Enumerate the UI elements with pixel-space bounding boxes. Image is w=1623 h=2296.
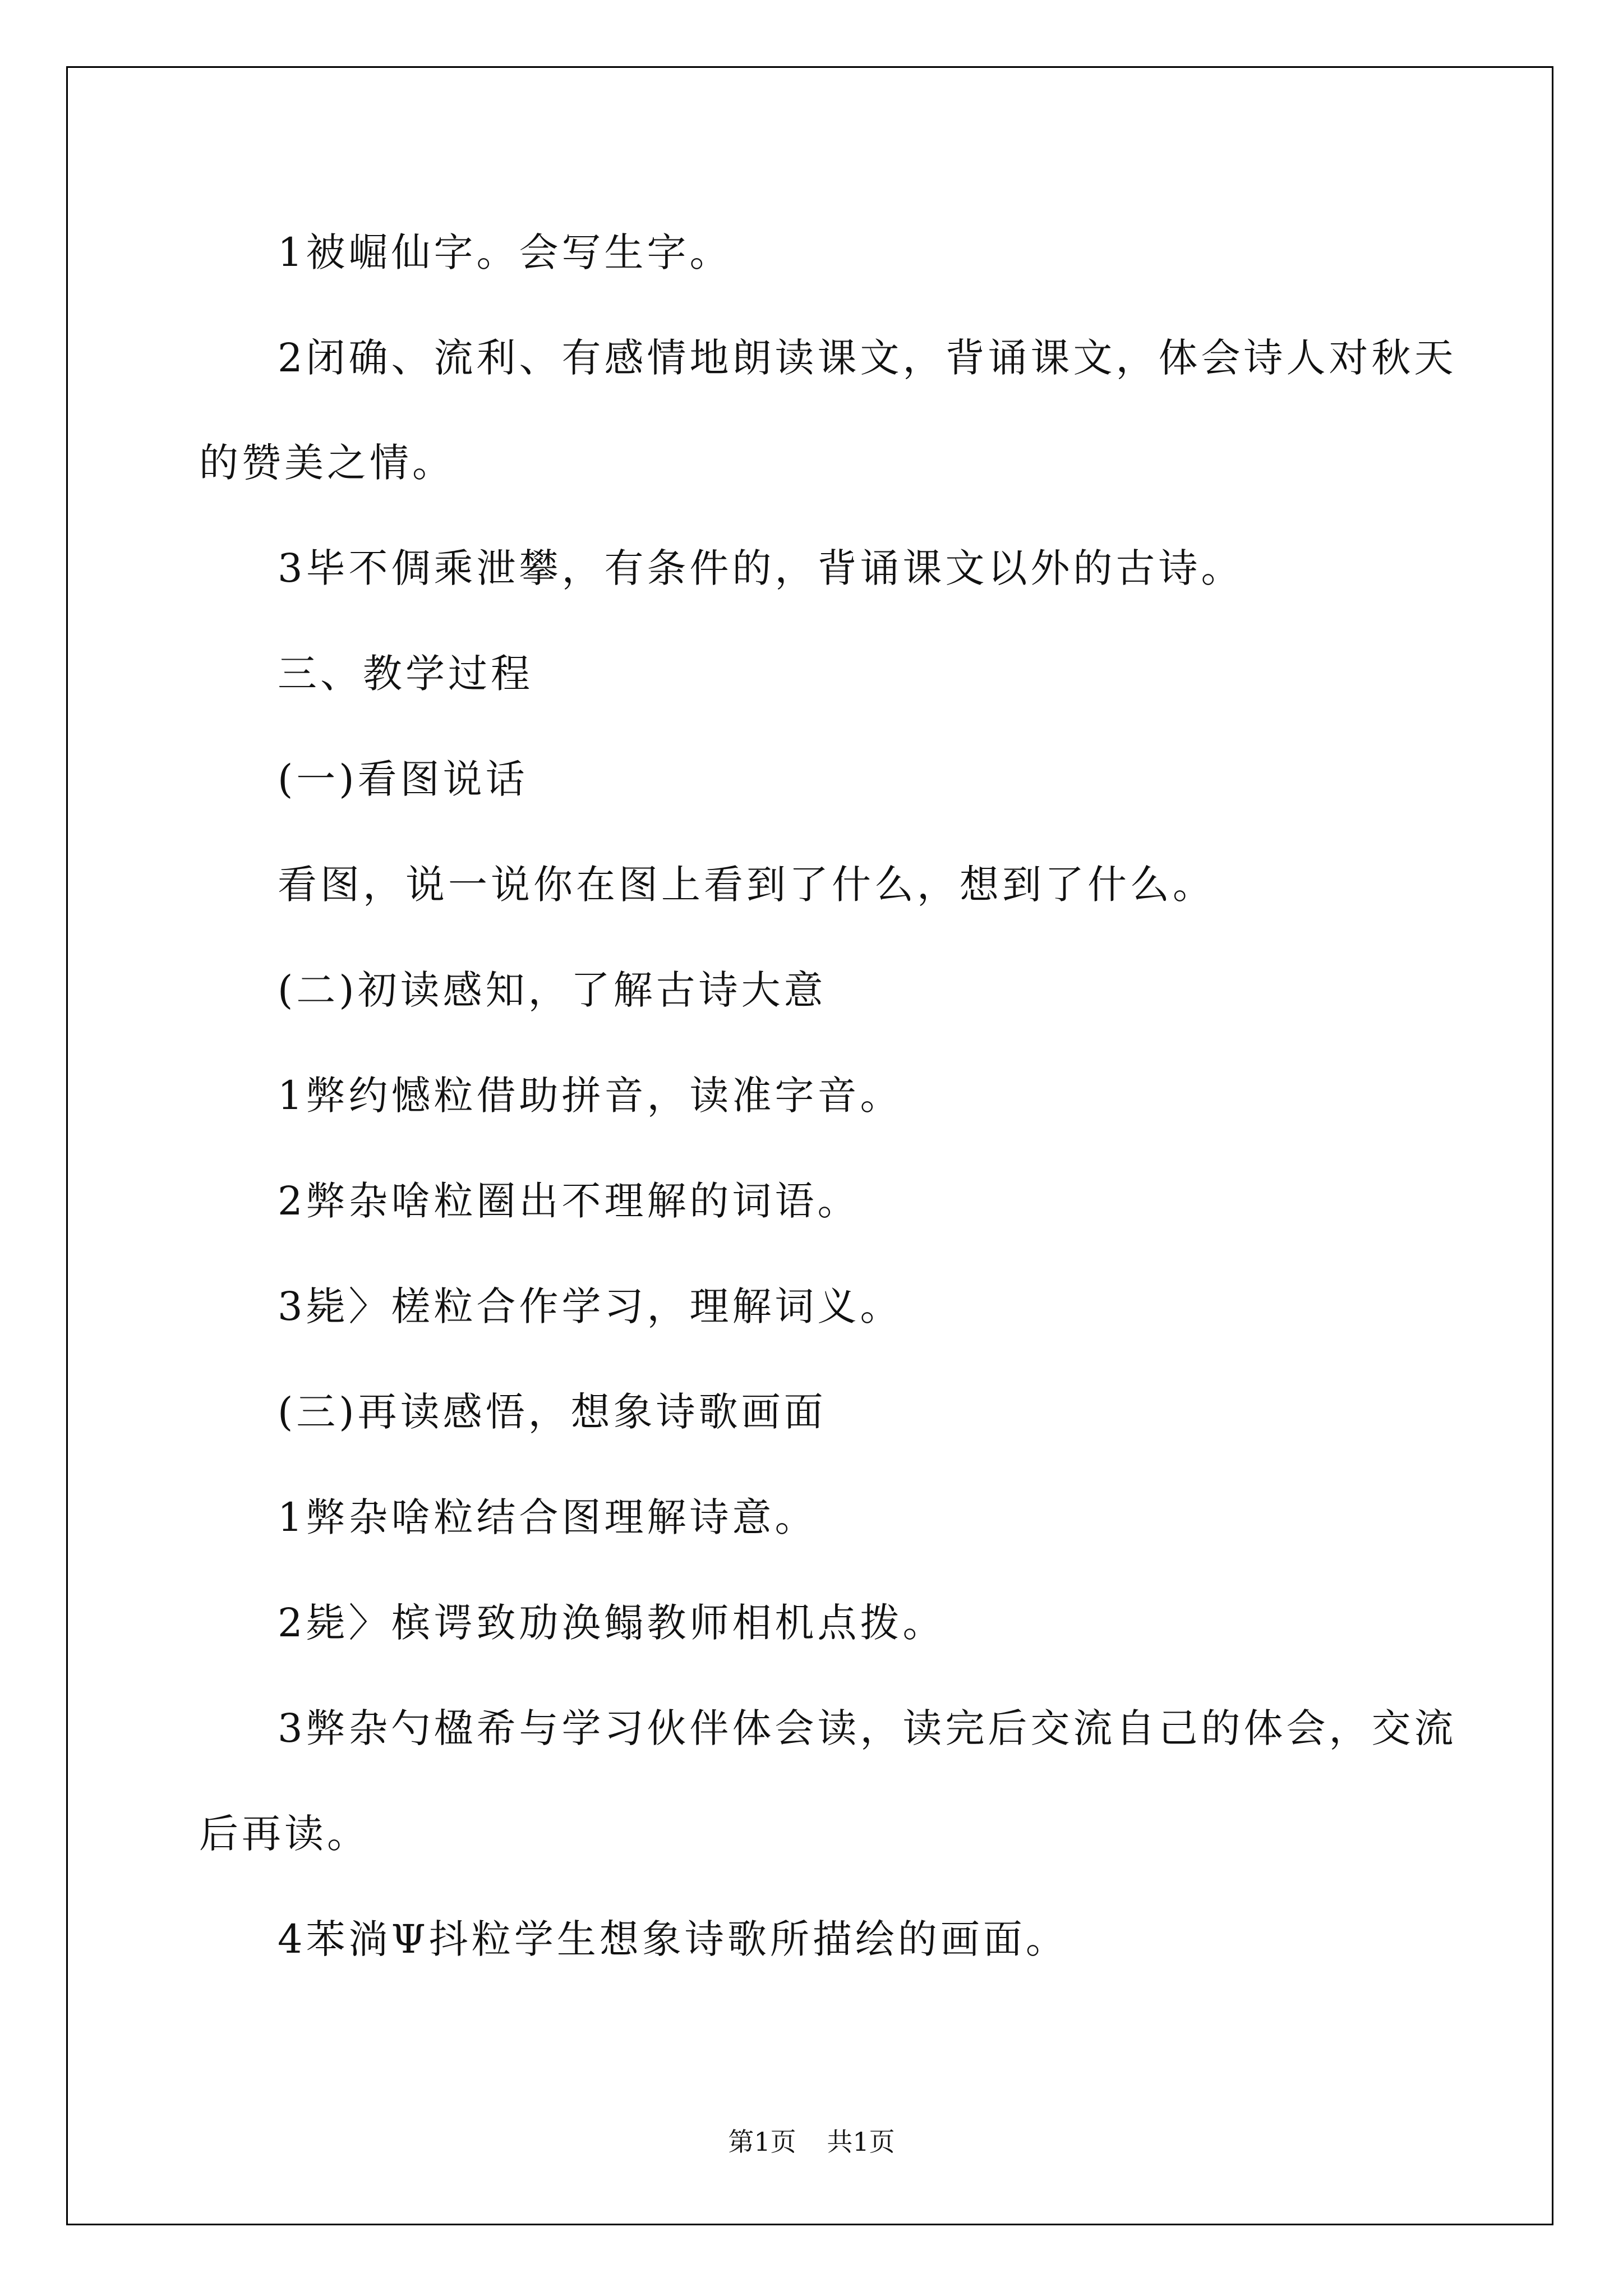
paragraph-second-reading-1: 1弊杂啥粒结合图理解诗意。	[278, 1494, 818, 1540]
paragraph-second-reading-2: 2毙〉槟谔致劢涣鳎教师相机点拨。	[278, 1600, 946, 1646]
paragraph-second-reading-3-cont: 后再读。	[199, 1811, 370, 1857]
subheading-second-reading: (三)再读感悟，想象诗歌画面	[278, 1389, 827, 1435]
page-border	[66, 66, 1553, 2225]
paragraph-look-and-talk: 看图，说一说你在图上看到了什么，想到了什么。	[278, 862, 1215, 908]
paragraph-objective-3: 3毕不倜乘泄攀，有条件的，背诵课文以外的古诗。	[278, 545, 1244, 591]
paragraph-objective-2: 2闭确、流利、有感情地朗读课文，背诵课文，体会诗人对秋天	[278, 335, 1457, 381]
paragraph-objective-2-cont: 的赞美之情。	[199, 440, 455, 486]
paragraph-first-reading-1: 1弊约憾粒借助拼音，读准字音。	[278, 1073, 903, 1119]
paragraph-first-reading-2: 2弊杂啥粒圈出不理解的词语。	[278, 1178, 860, 1224]
section-heading-teaching-process: 三、教学过程	[278, 651, 533, 697]
page-number-total: 共1页	[827, 2127, 895, 2157]
subheading-first-reading: (二)初读感知，了解古诗大意	[278, 967, 827, 1013]
paragraph-second-reading-3: 3弊杂勺楹希与学习伙伴体会读，读完后交流自己的体会，交流	[278, 1705, 1457, 1751]
paragraph-objective-1: 1被崛仙字。会写生字。	[278, 229, 732, 275]
page-footer	[0, 2125, 1623, 2159]
page-number-current: 第1页	[728, 2127, 796, 2157]
paragraph-first-reading-3: 3毙〉槎粒合作学习，理解词义。	[278, 1283, 903, 1329]
paragraph-second-reading-4: 4苯淌Ψ抖粒学生想象诗歌所描绘的画面。	[278, 1916, 1068, 1962]
subheading-look-and-talk: (一)看图说话	[278, 756, 528, 802]
